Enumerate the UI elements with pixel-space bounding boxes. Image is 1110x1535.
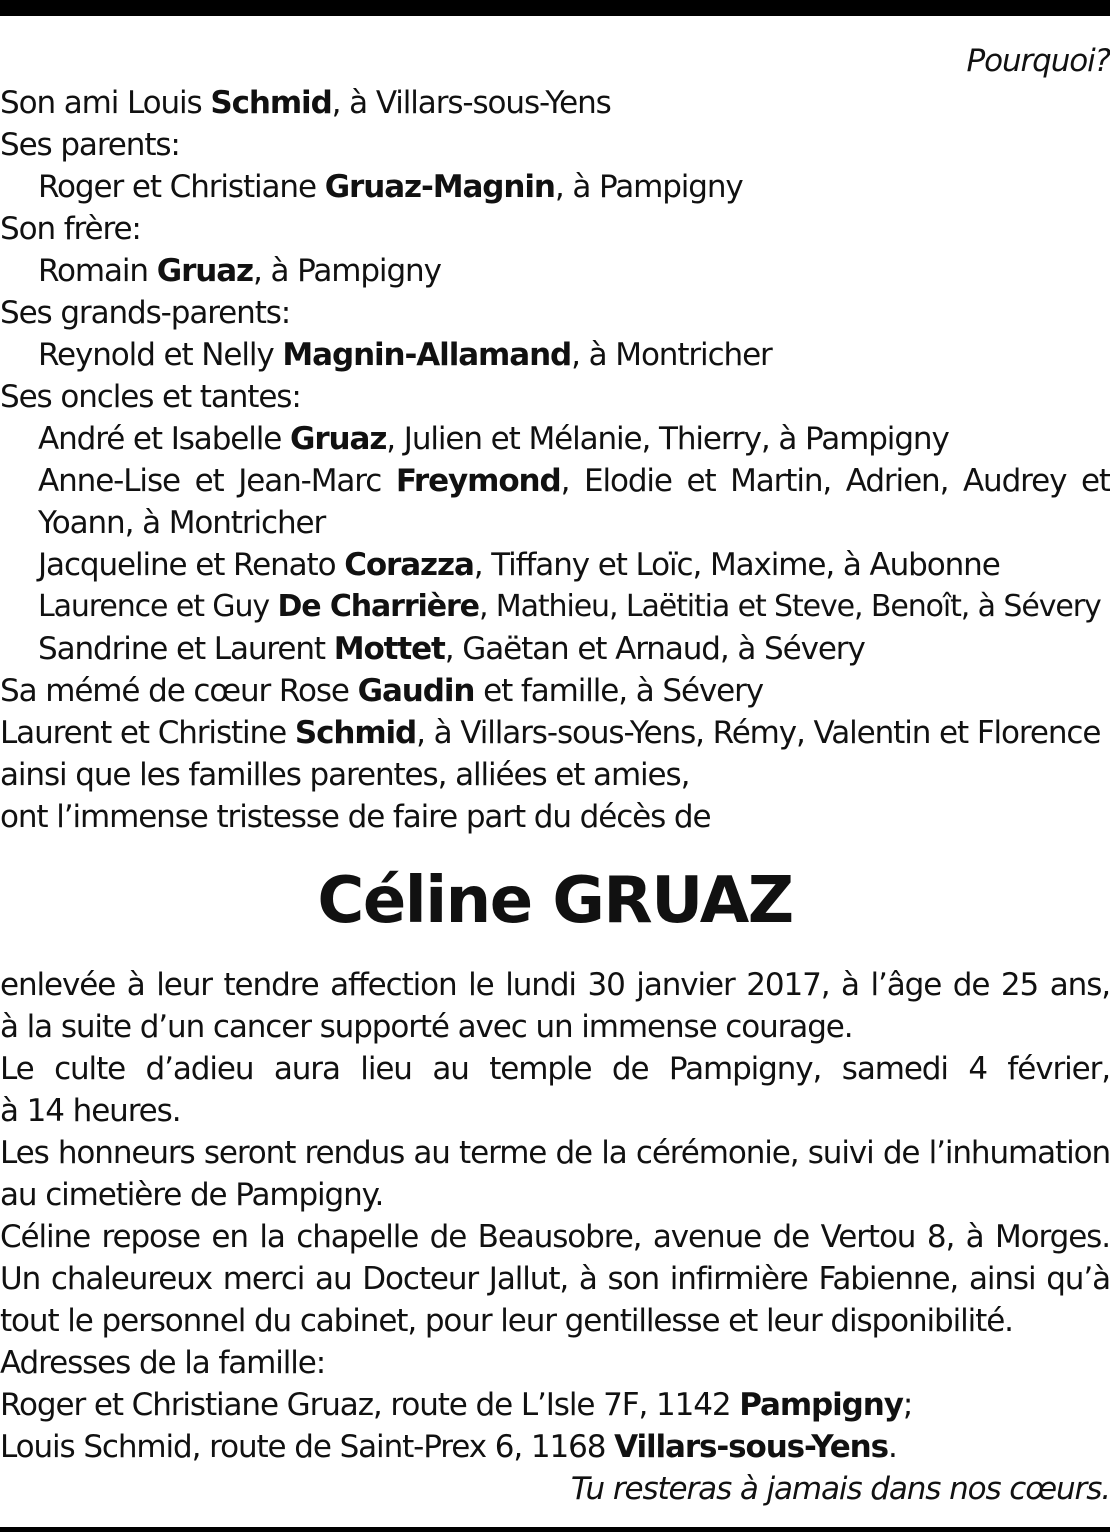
uncle-line-continuation: Yoann, à Montricher bbox=[38, 505, 326, 541]
friend-pre: Son ami Louis bbox=[0, 85, 211, 121]
addresses-label: Adresses de la famille: bbox=[0, 1345, 326, 1381]
uncle-post: , Gaëtan et Arnaud, à Sévery bbox=[444, 631, 865, 667]
address-punct: . bbox=[887, 1429, 897, 1465]
uncle-name: Freymond bbox=[395, 463, 561, 499]
address-punct: ; bbox=[902, 1387, 913, 1423]
uncle-line bbox=[0, 586, 1110, 628]
uncle-name: Gruaz bbox=[290, 421, 387, 457]
uncles-label: Ses oncles et tantes: bbox=[0, 379, 301, 415]
uncle-post: , Julien et Mélanie, Thierry, à Pampigny bbox=[386, 421, 949, 457]
address-city: Pampigny bbox=[739, 1387, 903, 1423]
body-line: à 14 heures. bbox=[0, 1093, 181, 1129]
uncle-pre: Laurence et Guy bbox=[38, 589, 278, 624]
cousins-post: , à Villars-sous-Yens, Rémy, Valentin et Florence bbox=[416, 715, 1101, 751]
uncle-pre: Sandrine et Laurent bbox=[38, 631, 334, 667]
uncle-name: Corazza bbox=[344, 547, 474, 583]
body-line: au cimetière de Pampigny. bbox=[0, 1177, 384, 1213]
uncle-name: De Charrière bbox=[277, 589, 479, 624]
address-line-2 bbox=[0, 1426, 1110, 1468]
brother-label: Son frère: bbox=[0, 211, 141, 247]
address-city: Villars-sous-Yens bbox=[614, 1429, 888, 1465]
uncle-line bbox=[0, 544, 1110, 586]
others-line: ainsi que les familles parentes, alliées et amies, bbox=[0, 757, 690, 793]
brother-post: , à Pampigny bbox=[253, 253, 441, 289]
cousins-line bbox=[0, 712, 1110, 754]
uncle-pre: Jacqueline et Renato bbox=[38, 547, 345, 583]
parents-name: Gruaz-Magnin bbox=[324, 169, 555, 205]
uncle-line bbox=[0, 460, 1110, 502]
parents-post: , à Pampigny bbox=[554, 169, 743, 205]
uncle-post: , Mathieu, Laëtitia et Steve, Benoît, à Sévery bbox=[478, 589, 1101, 624]
grandparents-post: , à Montricher bbox=[571, 337, 772, 373]
announcement-line: ont l’immense tristesse de faire part du décès de bbox=[0, 799, 711, 835]
body-line: tout le personnel du cabinet, pour leur gentillesse et leur disponibilité. bbox=[0, 1303, 1013, 1339]
cousins-pre: Laurent et Christine bbox=[0, 715, 295, 751]
parents-line bbox=[0, 166, 1110, 208]
body-line: enlevée à leur tendre affection le lundi 30 janvier 2017, à l’âge de 25 ans, bbox=[0, 967, 1110, 1003]
bottom-rule bbox=[0, 1527, 1110, 1532]
body-line: Les honneurs seront rendus au terme de la cérémonie, suivi de l’inhumation bbox=[0, 1135, 1110, 1171]
address-line-1 bbox=[0, 1384, 1110, 1426]
grandparents-name: Magnin-Allamand bbox=[282, 337, 572, 373]
meme-post: et famille, à Sévery bbox=[474, 673, 764, 709]
uncle-post: , Tiffany et Loïc, Maxime, à Aubonne bbox=[473, 547, 1000, 583]
deceased-name: Céline GRUAZ bbox=[317, 864, 793, 938]
address-street: Roger et Christiane Gruaz, route de L’Isle 7F, 1142 bbox=[0, 1387, 740, 1423]
closing-line: Tu resteras à jamais dans nos cœurs. bbox=[570, 1471, 1110, 1507]
meme-pre: Sa mémé de cœur Rose bbox=[0, 673, 358, 709]
top-rule bbox=[0, 0, 1110, 16]
uncle-post: , Elodie et Martin, Adrien, Audrey et bbox=[560, 463, 1110, 499]
body-line: Un chaleureux merci au Docteur Jallut, à son infirmière Fabienne, ainsi qu’à bbox=[0, 1261, 1110, 1297]
meme-name: Gaudin bbox=[357, 673, 475, 709]
obituary-notice bbox=[0, 40, 1110, 1510]
uncle-line bbox=[0, 418, 1110, 460]
parents-pre: Roger et Christiane bbox=[38, 169, 325, 205]
grandparents-label: Ses grands-parents: bbox=[0, 295, 291, 331]
header-question: Pourquoi? bbox=[966, 43, 1110, 79]
brother-name: Gruaz bbox=[156, 253, 253, 289]
brother-line bbox=[0, 250, 1110, 292]
uncle-pre: André et Isabelle bbox=[38, 421, 290, 457]
uncle-line bbox=[0, 628, 1110, 670]
grandparents-line bbox=[0, 334, 1110, 376]
body-line: Le culte d’adieu aura lieu au temple de Pampigny, samedi 4 février, bbox=[0, 1051, 1110, 1087]
grandparents-pre: Reynold et Nelly bbox=[38, 337, 283, 373]
brother-pre: Romain bbox=[38, 253, 157, 289]
friend-line bbox=[0, 82, 1110, 124]
friend-post: , à Villars-sous-Yens bbox=[331, 85, 611, 121]
uncle-pre: Anne-Lise et Jean-Marc bbox=[38, 463, 396, 499]
body-line: Céline repose en la chapelle de Beausobre, avenue de Vertou 8, à Morges. bbox=[0, 1219, 1110, 1255]
uncle-name: Mottet bbox=[333, 631, 445, 667]
friend-name: Schmid bbox=[210, 85, 332, 121]
address-street: Louis Schmid, route de Saint-Prex 6, 1168 bbox=[0, 1429, 615, 1465]
parents-label: Ses parents: bbox=[0, 127, 180, 163]
meme-line bbox=[0, 670, 1110, 712]
cousins-name: Schmid bbox=[294, 715, 417, 751]
body-line: à la suite d’un cancer supporté avec un immense courage. bbox=[0, 1009, 853, 1045]
